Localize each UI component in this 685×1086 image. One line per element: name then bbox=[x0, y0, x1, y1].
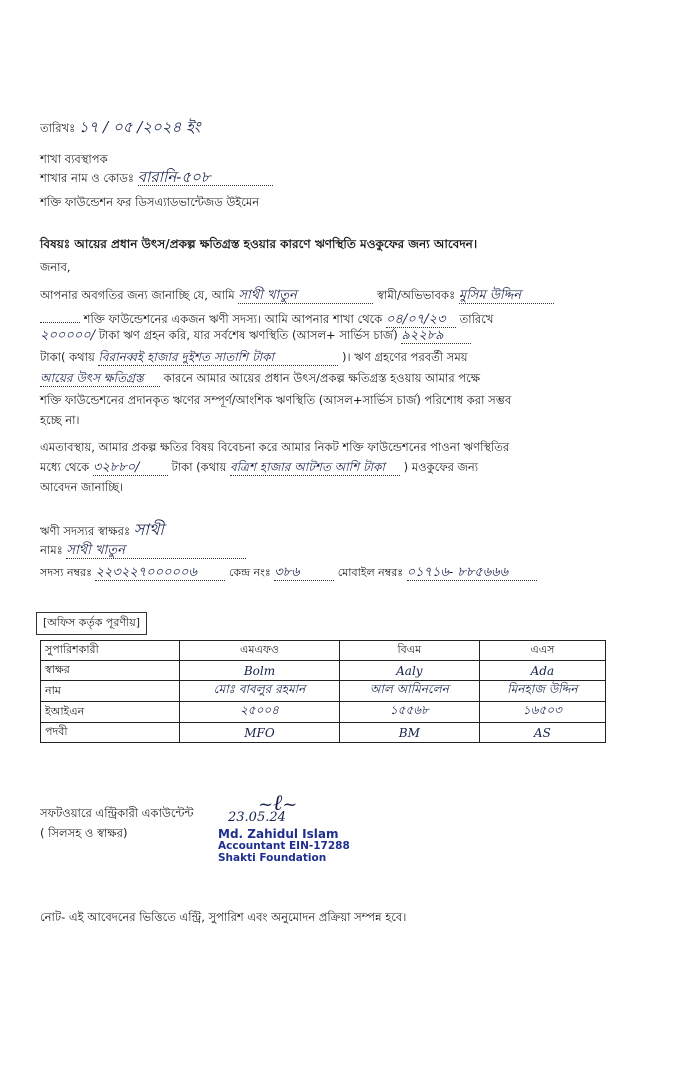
accountant-label: সফটওয়ারে এন্ট্রিকারী একাউন্টেন্ট bbox=[40, 806, 194, 820]
waive-in-words: বত্রিশ হাজার আটশত আশি টাকা bbox=[230, 460, 400, 476]
row-label: পদবী bbox=[41, 723, 180, 743]
ein-cell: ১৫৫৬৮ bbox=[339, 702, 479, 723]
para1-text: (আসল+ সার্ভিস চার্জ) bbox=[291, 328, 398, 342]
row-label: নাম bbox=[41, 681, 180, 702]
name-cell: মিনহাজ উদ্দিন bbox=[479, 681, 605, 702]
para1-line5 bbox=[40, 371, 480, 387]
member-name-row bbox=[40, 543, 246, 559]
loan-amount: ২০০০০০/ bbox=[40, 328, 96, 343]
member-id: ২২৩২২৭০০০০০৬ bbox=[95, 565, 225, 581]
branch-code-row bbox=[40, 170, 273, 186]
member-id-label: সদস্য নম্বরঃ bbox=[40, 566, 92, 579]
branch-code-value: বারানি-৫০৮ bbox=[138, 170, 273, 186]
para1-text: টাকা ঋণ গ্রহন করি, যার সর্বশেষ ঋণস্থিতি bbox=[98, 328, 289, 342]
signature-cell: Bolm bbox=[180, 661, 340, 681]
member-name-label: নামঃ bbox=[40, 543, 63, 557]
ein-cell: ১৬৫০৩ bbox=[479, 702, 605, 723]
loss-reason: আয়ের উৎস ক্ষতিগ্রস্ত bbox=[40, 371, 160, 387]
table-header: বিএম bbox=[339, 641, 479, 661]
table-header-row bbox=[41, 641, 606, 661]
branch-manager-label: শাখা ব্যবস্থাপক bbox=[40, 152, 108, 166]
mobile-number: ০১৭১৬- ৮৮৫৬৬৬ bbox=[407, 565, 537, 581]
applicant-name: সাথী খাতুন bbox=[238, 288, 373, 304]
approval-table bbox=[40, 640, 606, 743]
para1-line6: শক্তি ফাউন্ডেশনের প্রদানকৃত ঋণের সম্পূর্ণ/আংশিক ঋণস্থিতি (আসল+সার্ভিস চার্জ) পরিশোধ করা সম্ভব bbox=[40, 393, 512, 407]
member-signature-row bbox=[40, 522, 164, 539]
para1-text: আপনার অবগতির জন্য জানাচ্ছি যে, আমি bbox=[40, 288, 235, 302]
salutation: জনাব, bbox=[40, 260, 71, 274]
para1-text: তারিখে bbox=[459, 312, 494, 326]
office-use-label: [অফিস কর্তৃক পূরণীয়] bbox=[36, 612, 147, 635]
stamp-title: Accountant EIN-17288 bbox=[218, 840, 350, 852]
accountant-signature-scribble: ~ℓ~ bbox=[258, 791, 298, 816]
row-label: ইআইএন bbox=[41, 702, 180, 723]
designation-cell: AS bbox=[479, 723, 605, 743]
accountant-seal-label: ( সিলসহ ও স্বাক্ষর) bbox=[40, 826, 128, 840]
signature-cell: Aaly bbox=[339, 661, 479, 681]
member-signature: সাথী bbox=[133, 520, 164, 539]
designation-cell: BM bbox=[339, 723, 479, 743]
waive-amount: ৩২৮৮০/ bbox=[93, 460, 168, 476]
stamp-name: Md. Zahidul Islam bbox=[218, 827, 339, 841]
accountant-sign-date: 23.05.24 bbox=[228, 810, 286, 825]
para2-line2 bbox=[40, 460, 478, 476]
member-signature-label: ঋণী সদস্যর স্বাক্ষরঃ bbox=[40, 524, 131, 538]
designation-cell: MFO bbox=[180, 723, 340, 743]
date-row bbox=[40, 120, 200, 136]
para2-text: টাকা (কথায় bbox=[171, 460, 227, 474]
stamp-org: Shakti Foundation bbox=[218, 852, 327, 864]
table-header: এএস bbox=[479, 641, 605, 661]
table-header: সুপারিশকারী bbox=[41, 641, 180, 661]
table-row bbox=[41, 723, 606, 743]
para2-text: ) মওকুফের জন্য bbox=[403, 460, 479, 474]
subject-line: বিষয়ঃ আয়ের প্রধান উৎস/প্রকল্প ক্ষতিগ্রস্ত হওয়ার কারণে ঋণস্থিতি মওকুফের জন্য আবেদন। bbox=[40, 237, 478, 251]
accountant-stamp bbox=[218, 828, 350, 864]
member-name: সাথী খাতুন bbox=[66, 543, 246, 559]
name-cell: মোঃ বাবলুর রহমান bbox=[180, 681, 340, 702]
para1-line3 bbox=[40, 328, 471, 344]
loan-date: ০৪/০৭/২৩ bbox=[386, 312, 456, 328]
table-row bbox=[41, 702, 606, 723]
para2-text: মধ্যে থেকে bbox=[40, 460, 90, 474]
para1-text: টাকা( কথায় bbox=[40, 350, 95, 364]
para1-line7: হচ্ছে না। bbox=[40, 413, 80, 427]
date-label: তারিখঃ bbox=[40, 121, 76, 135]
name-cell: আল আমিনলেন bbox=[339, 681, 479, 702]
balance-amount: ৯২২৮৯ bbox=[401, 328, 471, 344]
mobile-label: মোবাইল নম্বরঃ bbox=[337, 566, 404, 579]
table-header: এমএফও bbox=[180, 641, 340, 661]
center-label: কেন্দ্র নংঃ bbox=[228, 566, 271, 579]
para1-line4 bbox=[40, 350, 468, 366]
para1-text: কারনে আমার আয়ের প্রধান উৎস/প্রকল্প ক্ষতিগ্রস্ত হওয়ায় আমার পক্ষে bbox=[163, 371, 481, 385]
member-ids-row bbox=[40, 565, 537, 581]
table-row bbox=[41, 661, 606, 681]
branch-code-label: শাখার নাম ও কোডঃ bbox=[40, 171, 135, 185]
center-number: ৩৮৬ bbox=[274, 565, 334, 581]
footer-note: নোট- এই আবেদনের ভিত্তিতে এন্ট্রি, সুপারিশ এবং অনুমোদন প্রক্রিয়া সম্পন্ন হবে। bbox=[40, 910, 407, 924]
table-row bbox=[41, 681, 606, 702]
guardian-name: মুসিম উদ্দিন bbox=[459, 288, 554, 304]
balance-in-words: বিরানব্বই হাজার দুইশত সাতাশি টাকা bbox=[98, 350, 338, 366]
para1-text: )। ঋণ গ্রহণের পরবর্তী সময় bbox=[342, 350, 468, 364]
row-label: স্বাক্ষর bbox=[41, 661, 180, 681]
para1-text: শক্তি ফাউন্ডেশনের একজন ঋণী সদস্য। আমি আপনার শাখা থেকে bbox=[83, 312, 383, 326]
para1-line1 bbox=[40, 288, 554, 304]
guardian-label: স্বামী/অভিভাবকঃ bbox=[377, 288, 456, 302]
para1-line2 bbox=[40, 308, 493, 328]
signature-cell: Ada bbox=[479, 661, 605, 681]
para2-line3: আবেদন জানাচ্ছি। bbox=[40, 480, 124, 494]
para2-line1: এমতাবস্থায়, আমার প্রকল্প ক্ষতির বিষয় বিবেচনা করে আমার নিকট শক্তি ফাউন্ডেশনের পাওনা ঋণস্থিতির bbox=[40, 440, 510, 454]
ein-cell: ২৫০০৪ bbox=[180, 702, 340, 723]
date-value: ১৭ / ০৫ /২০২৪ ইং bbox=[78, 118, 201, 136]
organization-name: শক্তি ফাউন্ডেশন ফর ডিসএ্যাডভান্টেজড উইমেন bbox=[40, 195, 260, 209]
blank-field bbox=[40, 308, 80, 323]
